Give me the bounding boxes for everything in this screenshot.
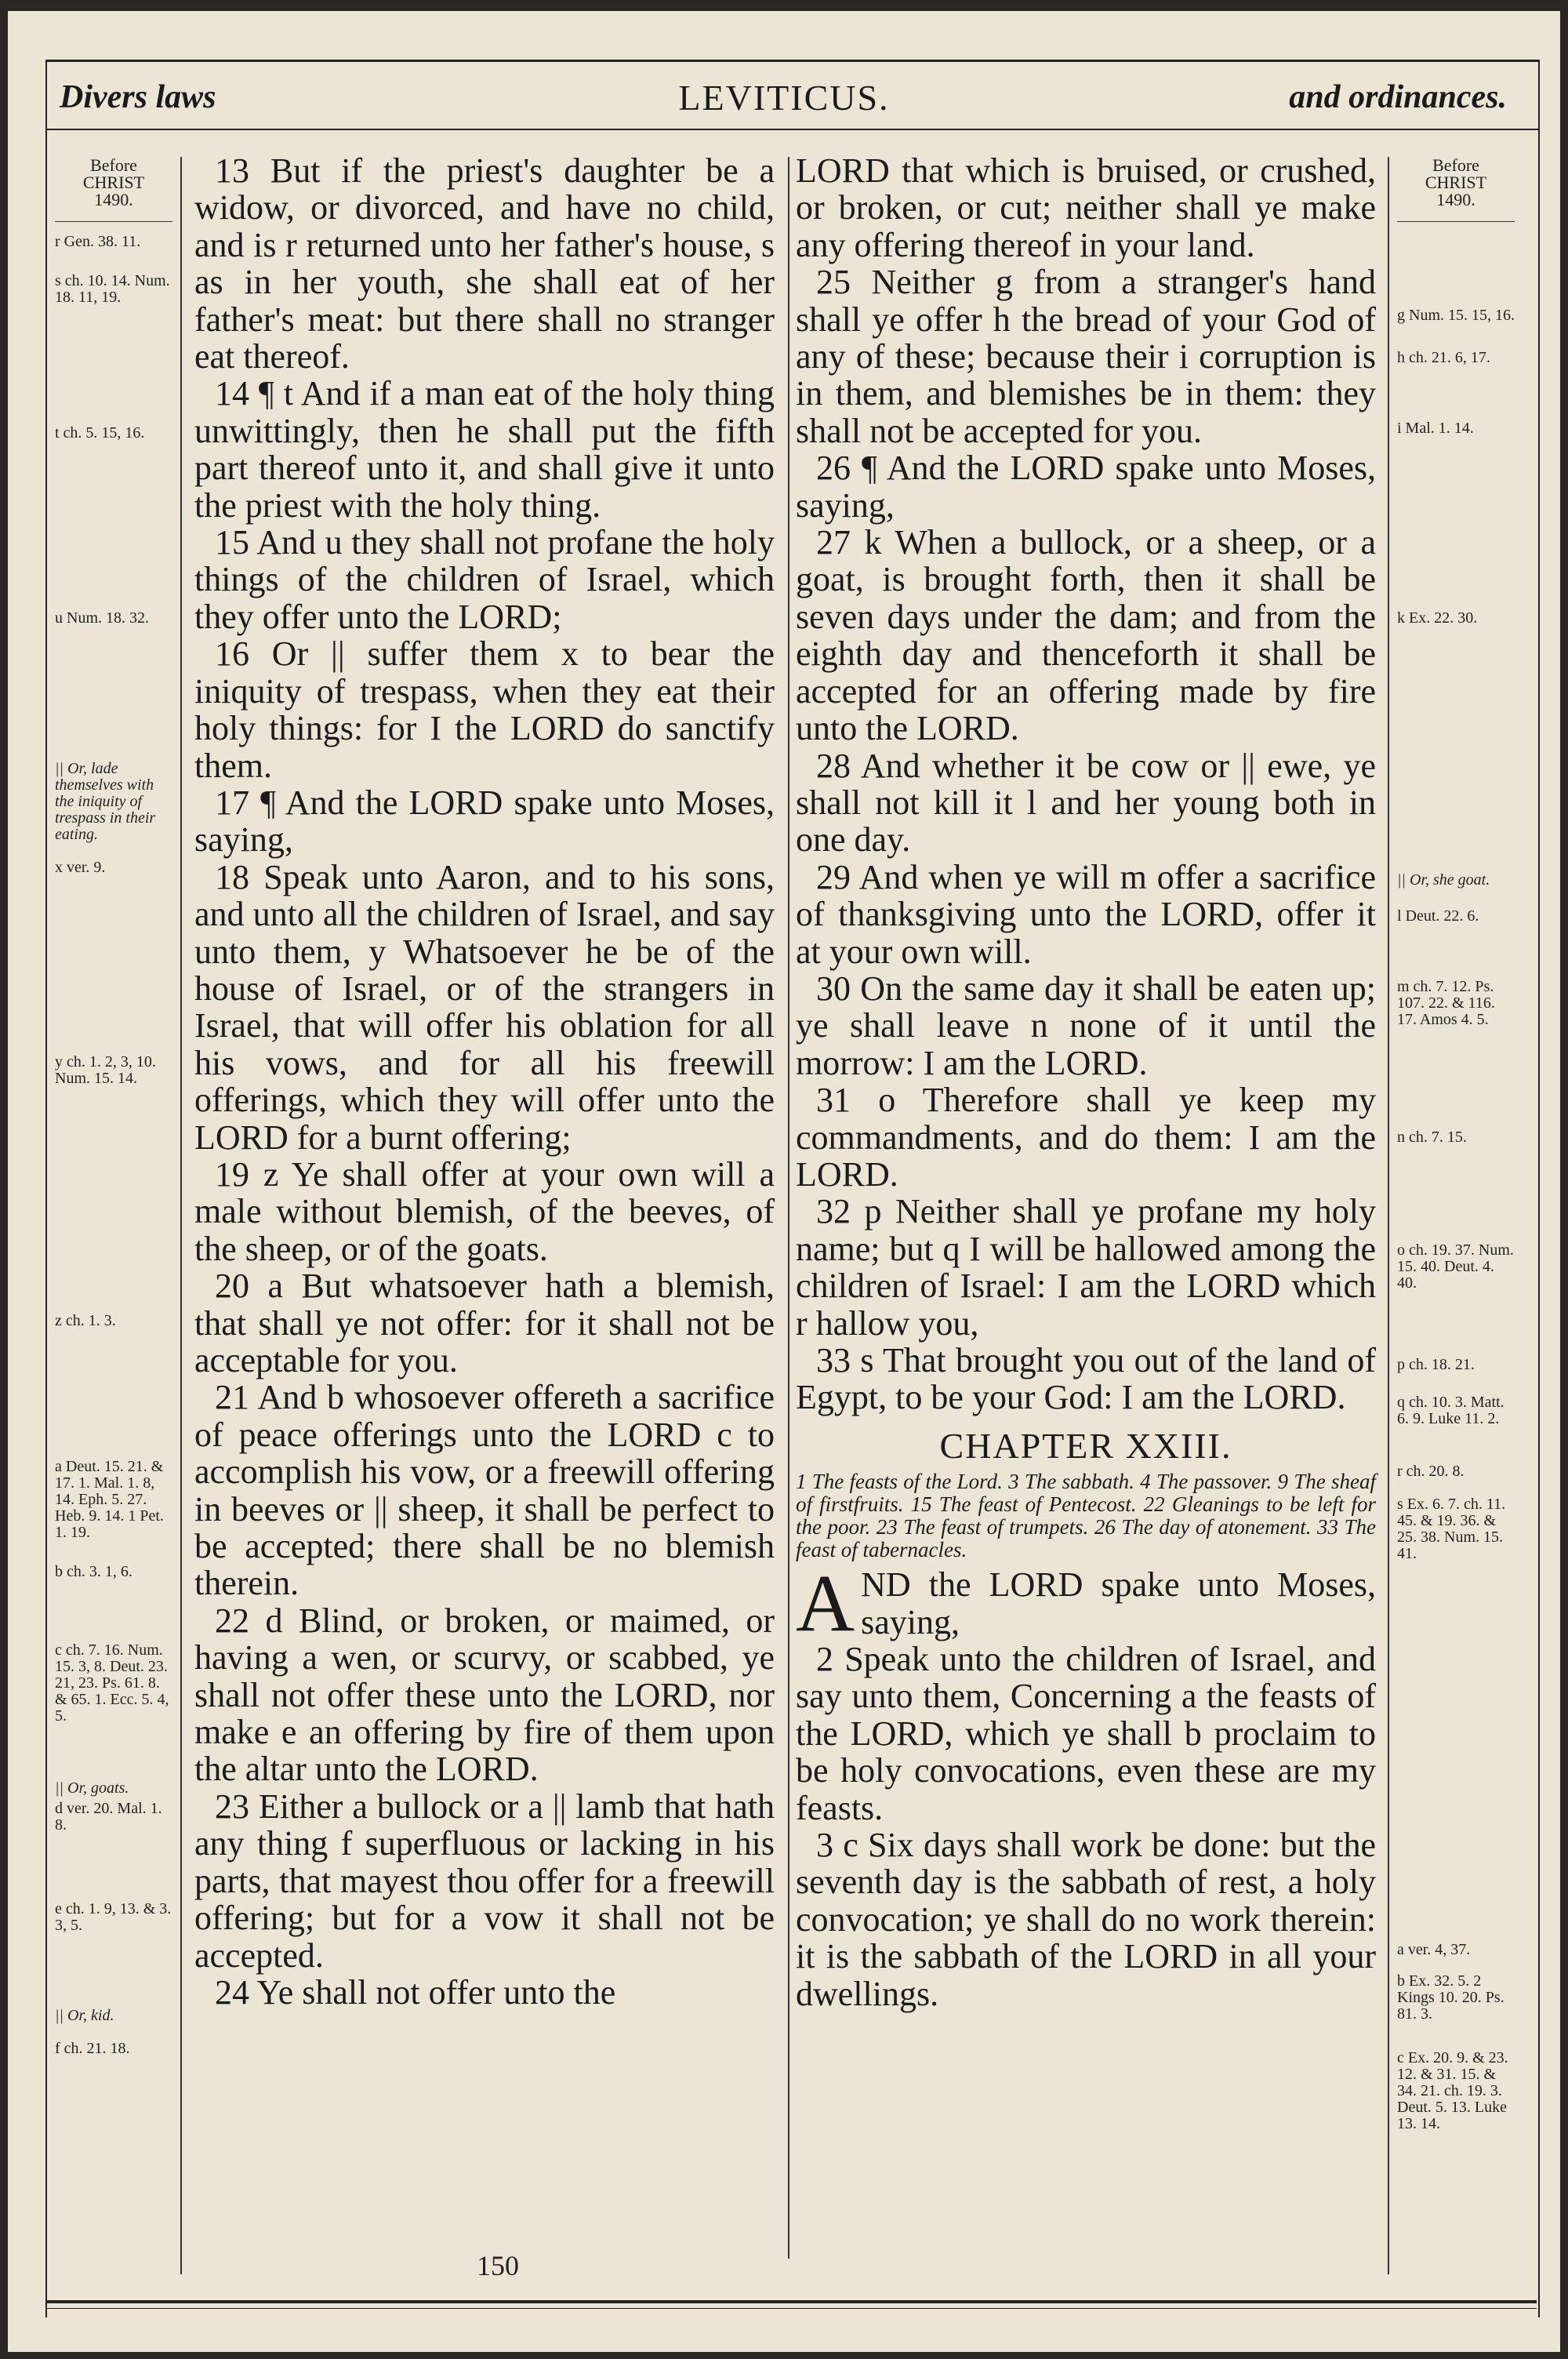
margin-note: q ch. 10. 3. Matt. 6. 9. Luke 11. 2.: [1397, 1394, 1504, 1427]
verse: 17 ¶ And the LORD spake unto Moses, saying,: [194, 783, 775, 860]
verse: 20 a But whatsoever hath a blemish, that shall ye not offer: for it shall not be acceptable for you.: [194, 1267, 775, 1379]
margin-note: u Num. 18. 32.: [55, 609, 149, 627]
running-head-right: and ordinances.: [1289, 79, 1507, 115]
christ-label: CHRIST: [82, 173, 145, 192]
chapter-title: CHAPTER XXIII.: [939, 1425, 1232, 1466]
verse: 26 ¶ And the LORD spake unto Moses, saying,: [796, 449, 1376, 525]
margin-note: k Ex. 22. 30.: [1397, 609, 1478, 627]
verse: 33 s That brought you out of the land of Egypt, to be your God: I am the LORD.: [796, 1341, 1376, 1417]
verse: 19 z Ye shall offer at your own will a male without blemish, of the beeves, of the sheep, or of the goats.: [194, 1154, 775, 1268]
margin-note: g Num. 15. 15, 16.: [1397, 307, 1515, 324]
margin-note: s ch. 10. 14. Num. 18. 11, 19.: [55, 272, 170, 306]
margin-note: b ch. 3. 1, 6.: [55, 1563, 132, 1580]
margin-note: i Mal. 1. 14.: [1397, 420, 1474, 437]
margin-note: y ch. 1. 2, 3, 10. Num. 15. 14.: [55, 1053, 156, 1087]
column-divider: [788, 157, 789, 2259]
margin-note: e ch. 1. 9, 13. & 3. 3, 5.: [55, 1900, 172, 1934]
margin-note: r ch. 20. 8.: [1397, 1463, 1465, 1480]
verse: 14 ¶ t And if a man eat of the holy thing unwittingly, then he shall put the fifth part thereof unto it, and shall give it unto the priest with the holy thing.: [194, 374, 775, 525]
margin-note: d ver. 20. Mal. 1. 8.: [55, 1800, 162, 1834]
before-label: Before: [90, 155, 137, 175]
margin-note: a ver. 4, 37.: [1397, 1941, 1471, 1958]
margin-note: f ch. 21. 18.: [55, 2040, 130, 2057]
left-margin-notes: [55, 157, 172, 2274]
margin-note: h ch. 21. 6, 17.: [1397, 349, 1490, 366]
margin-note: r Gen. 38. 11.: [55, 233, 141, 250]
verse: 15 And u they shall not profane the holy things of the children of Israel, which they offer unto the LORD;: [194, 523, 775, 636]
verse: 22 d Blind, or broken, or maimed, or having a wen, or scurvy, or scabbed, ye shall not offer these unto the LORD, nor make e an offering by fire of them upon the altar unto the LORD.: [194, 1601, 775, 1789]
verse-1: [796, 1558, 1376, 1649]
verse: 32 p Neither shall ye profane my holy name; but q I will be hallowed among the children of Israel: I am the LORD which r hallow you,: [796, 1192, 1376, 1343]
verse: 30 On the same day it shall be eaten up; ye shall leave n none of it until the morrow: I am the LORD.: [796, 969, 1376, 1082]
margin-note: || Or, kid.: [55, 2007, 114, 2024]
margin-note: c Ex. 20. 9. & 23. 12. & 31. 15. & 34. 21. ch. 19. 3. Deut. 5. 13. Luke 13. 14.: [1397, 2049, 1508, 2132]
drop-cap: A: [796, 1558, 855, 1649]
margin-note: x ver. 9.: [55, 859, 106, 876]
margin-note: || Or, she goat.: [1397, 871, 1490, 889]
margin-note: n ch. 7. 15.: [1397, 1129, 1467, 1146]
verse: 23 Either a bullock or a || lamb that hath any thing f superfluous or lacking in his parts, that mayest thou offer for a freewill offering; but for a vow it shall not be accepted.: [194, 1787, 775, 1975]
left-text-column: [194, 152, 775, 2011]
verse: 3 c Six days shall work be done: but the seventh day is the sabbath of rest, a holy convocation; ye shall do no work therein: it is the sabbath of the LORD in all your dwellings.: [796, 1826, 1376, 2013]
margin-note: c ch. 7. 16. Num. 15. 3, 8. Deut. 23. 21, 23. Ps. 61. 8. & 65. 1. Ecc. 5. 4, 5.: [55, 1641, 169, 1725]
year-label: 1490.: [94, 190, 133, 209]
margin-note: o ch. 19. 37. Num. 15. 40. Deut. 4. 40.: [1397, 1241, 1514, 1292]
margin-note: b Ex. 32. 5. 2 Kings 10. 20. Ps. 81. 3.: [1397, 1972, 1504, 2023]
bottom-rule-thin: [45, 2308, 1537, 2309]
verse: 16 Or || suffer them x to bear the iniquity of trespass, when they eat their holy things: for I the LORD do sanctify them.: [194, 634, 775, 785]
margin-note: || Or, goats.: [55, 1779, 129, 1797]
verse: LORD that which is bruised, or crushed, or broken, or cut; neither shall ye make any offering thereof in your land.: [796, 151, 1376, 264]
year-label: 1490.: [1436, 190, 1475, 209]
verse: 13 But if the priest's daughter be a widow, or divorced, and have no child, and is r returned unto her father's house, s as in her youth, she shall eat of her father's meat: but there shall no stranger eat thereof.: [194, 151, 775, 376]
margin-note: l Deut. 22. 6.: [1397, 907, 1479, 925]
verse: 18 Speak unto Aaron, and to his sons, and unto all the children of Israel, and say unto them, y Whatsoever he be of the house of Israel, or of the strangers in Israel, that will offer his oblation for all his vows, and for all his freewill offerings, which they will offer unto the LORD for a burnt offering;: [194, 857, 775, 1157]
margin-note: t ch. 5. 15, 16.: [55, 424, 145, 442]
bottom-rule: [45, 2300, 1537, 2303]
verse: 29 And when ye will m offer a sacrifice of thanksgiving unto the LORD, offer it at your own will.: [796, 857, 1376, 971]
christ-label: CHRIST: [1425, 173, 1487, 192]
margin-note: s Ex. 6. 7. ch. 11. 45. & 19. 36. & 25. 38. Num. 15. 41.: [1397, 1496, 1506, 1562]
margin-note: z ch. 1. 3.: [55, 1312, 116, 1329]
verse: 25 Neither g from a stranger's hand shall ye offer h the bread of your God of any of these; because their i corruption is in them, and blemishes be in them: they shall not be accepted for you.: [796, 263, 1376, 450]
verse: 21 And b whosoever offereth a sacrifice of peace offerings unto the LORD c to accomplish his vow, or a freewill offering in beeves or || sheep, it shall be perfect to be accepted; there shall be no blemish therein.: [194, 1378, 775, 1603]
verse-1-text: ND the LORD spake unto Moses, saying,: [861, 1565, 1376, 1641]
margin-note: m ch. 7. 12. Ps. 107. 22. & 116. 17. Amos 4. 5.: [1397, 978, 1495, 1028]
book-title: LEVITICUS.: [678, 78, 890, 118]
right-margin-divider: [1388, 157, 1389, 2274]
verse: 31 o Therefore shall ye keep my commandments, and do them: I am the LORD.: [796, 1081, 1376, 1194]
verse: 24 Ye shall not offer unto the: [215, 1972, 616, 2012]
before-label: Before: [1432, 155, 1479, 175]
page-number: 150: [477, 2250, 519, 2281]
verse: 28 And whether it be cow or || ewe, ye shall not kill it l and her young both in one day.: [796, 746, 1376, 860]
header-rule: [45, 129, 1538, 130]
left-margin-divider: [180, 157, 182, 2274]
margin-note: || Or, lade themselves with the iniquity of trespass in their eating.: [55, 760, 156, 843]
running-head-left: Divers laws: [60, 79, 216, 115]
chapter-summary: 1 The feasts of the Lord. 3 The sabbath. 4 The passover. 9 The sheaf of firstfruits. 15 The feast of Pentecost. 22 Gleanings to be left for the poor. 23 The feast of trumpets. 26 The day of atonement. 33 The feast of tabernacles.: [796, 1470, 1376, 1562]
right-text-column: [796, 152, 1376, 2012]
verse: 27 k When a bullock, or a sheep, or a goat, is brought forth, then it shall be seven days under the dam; and from the eighth day and thenceforth it shall be accepted for an offering made by fire unto the LORD.: [796, 523, 1376, 748]
margin-note: p ch. 18. 21.: [1397, 1356, 1475, 1373]
right-margin-notes: [1397, 157, 1523, 2274]
verse: 2 Speak unto the children of Israel, and say unto them, Concerning a the feasts of the LORD, which ye shall b proclaim to be holy convocations, even these are my feasts.: [796, 1640, 1376, 1827]
margin-note: a Deut. 15. 21. & 17. 1. Mal. 1. 8, 14. Eph. 5. 27. Heb. 9. 14. 1 Pet. 1. 19.: [55, 1458, 164, 1541]
